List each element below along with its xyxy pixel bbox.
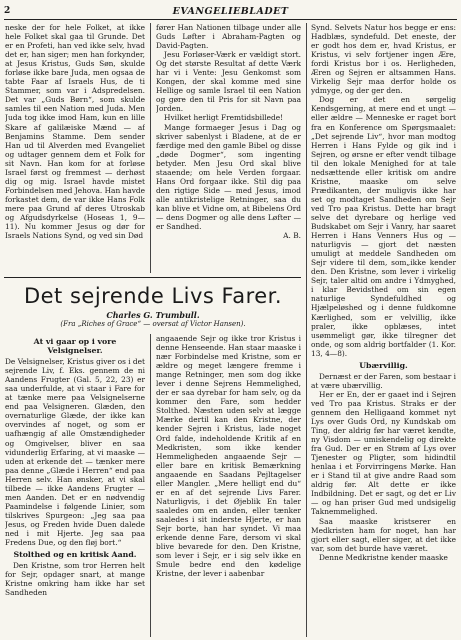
bottom-column-1 bbox=[5, 334, 145, 637]
column-divider bbox=[306, 23, 307, 637]
paragraph: Den Kristne, som tror Herren helt for Sejr, opdager snart, at mange Kristne omkring ham ikke har set Sandheden bbox=[5, 561, 145, 598]
subheading: Ubærvillig. bbox=[359, 360, 408, 370]
paragraph: Jesu Forløser-Værk er vældigt stort. Og det største Resultat af dette Værk har vi i Vente: Jesu Genkomst som Kongen, der skal komme med sine Hellige og samle Israel til een Nation og gøre den til Pris for sit Navn paa Jorden. bbox=[156, 50, 301, 114]
article-title: Det sejrende Livs Farer. bbox=[23, 284, 283, 308]
subheading: Stolthed og en kritisk Aand. bbox=[13, 550, 137, 560]
paragraph: Synd. Selvets Natur hos begge er ens: Hadblæs, syndefuld. Det eneste, der er godt hos dem er, hvad Kristus, er Kristus, vi selv fortjener ingen Ære, fordi Kristus bor i os. Herligheden, Æren og Sejren er altsammen Hans. Virkelig Sejr maa derfor holde os ydmyge, og der ger den. bbox=[311, 23, 456, 96]
subheading: At vi gaar op i vore Velsignelser. bbox=[33, 337, 117, 356]
signature: A. B. bbox=[283, 231, 301, 241]
bottom-column-2 bbox=[156, 334, 301, 637]
paragraph: Mange formaeger Jesus i Dag og skriver sabenlyst i Bladene, at de er færdige med den gamle Bibel og disse „døde Dogmer“, som ingenting betyder. Men Jesu Ord skal blive staaende; om hele Verden forgaar. Hans Ord forgaar ikke. Stil dig paa den rigtige Side — med Jesus, imod alle antikristelige Retninger, saa du kan blive et Vidne om, at Bibelens Ord — dens Dogmer og alle dens Løfter — er Sandhed. bbox=[156, 122, 301, 232]
right-column bbox=[311, 23, 456, 637]
paragraph: angaaende Sejr og ikke tror Kristus i denne Henseende. Han staar maaske i nær Forbindelse med Kristne, som er ældre og meget længere fremme i mange Retninger, men som dog ikke lever i denne Sejrens Hemmelighed, der er saa dyrebar for ham selv, og da kommer den Fare, som hedder Stolthed. Næsten uden selv at lægge Mærke dertil kan den Kristne, der kender Sejren i Kristus, lade noget Ord falde, indeholdende Kritik af en Medkristen, som ikke kender Hemmeligheden angaaende Sejr — eller bare en kritisk Bemærkning angaaende en Saadans Pejltagelser eller Mangler. „Mere helligt end du“ er en af det sejrende Livs Farer. Naturligvis, i det Øjeblik En taler saaledes om en anden, eller tænker saaledes i sit inderste Hjerte, er han Sejr borte, han har syndet. Vi maa erkende denne Fare, dersom vi skal blive bevarede for den. Den Kristne, som lever i Sejr, er i sig selv ikke en Smule bedre end den kødelige Kristne, der lever i aabenbar bbox=[156, 334, 301, 579]
paragraph: De Velsignelser, Kristus giver os i det sejrende Liv, f. Eks. gennem de ni Aandens Frugter (Gal. 5, 22, 23) er saa underfulde, at vi staar i Fare for at tænke mere paa Velsignelserne end paa Velsigneren. Glæden, den overnaturlige Glæde, der ikke kan overvindes af noget, og som er uafhængig af alle Omstændigheder og Omgivelser, bliver en saa vidunderlig Erfaring, at vi maaske — uden at erkende det — tænker mere paa denne „Glæde i Herren“ end paa Herren selv. Han ønsker, at vi skal tilbede — ikke Aandens Frugter — men Aanden. Det er en nødvendig Paamindelse i følgende Linier, som tilskrives Spurgeon: „Jeg saa paa Jesus, og Freden hvide Duen dalede ned i mit Hjerte. Jeg saa paa Fredens Due, og den fløj bort.“ bbox=[5, 357, 145, 548]
paragraph: fører Han Nationen tilbage under alle Guds Løfter i Abraham-Pagten og David-Pagten. bbox=[156, 23, 301, 51]
page-number: 2 bbox=[4, 6, 11, 16]
paragraph: Dernæst er der Faren, som bestaar i at være ubærvillig. bbox=[311, 371, 456, 390]
column-divider bbox=[150, 334, 151, 637]
paragraph: Her er En, der er gaaet ind i Sejren ved Tro paa Kristus. Straks er der gennem den Helligaand kommet nyt Lys over Guds Ord, ny Kundskab om Ting, der aldrig før har været kendte, ny Visdom — umiskendelig og direkte fra Gud. Der er en Strøm af Lys over Tjenester og Pligter, som hidindtil henlaa i et Forvirringens Mørke. Han er i Stand til at give andre Raad som aldrig før. Alt dette er ikke Indbildning. Det er sagt, og det er Liv — og han priser Gud med undsigelig Taknemmelighed. bbox=[311, 389, 456, 517]
article-author: Charles G. Trumbull. bbox=[106, 310, 200, 320]
paragraph: Denne Medkristne kender maaske bbox=[319, 552, 448, 562]
paragraph: Dog er det en sørgelig Kendsgerning, at mere end et ungt — eller ældre — Menneske er raget bort fra en Konference om Spørgsmaalet: „Det sejrende Liv“, hvor man modtog Herren i Hans Fylde og gik ind i Sejren, og ørsne er efter vendt tilbage til den lokale Menighed for at tale nedsættende eller kritisk om andre Kristne, maaske om selve Prædikanten, der muligvis ikke har set og modtaget Sandheden om Sejr ved Tro paa Kristus. Dette har bragt selve det dyrebare og herlige ved Budskabet om Sejr i Vanry, har saaret Herren i Hans Venners Hus og — naturligvis — gjort det næsten umuligt at meddele Sandheden om Sejr videre til dem, som„ikke kender den. Den Kristne, som lever i virkelig Sejr, taler altid om andre i Ydmyghed, i klar Bevidsthed om sin egen naturlige Syndefuldhed og Hjælpeløshed og i denne fuldkomne Kærlighed, som er velvillig, ikke praler, ikke opblæses, intet usømmeligt gør, ikke tilregner det onde, og som aldrig bortfalder (1. Kor. 13, 4—8). bbox=[311, 95, 456, 358]
paragraph: neske der for hele Folket, at ikke hele Folket skal gaa til Grunde. Det er en Profeti, han ved ikke selv, hvad det er, han siger; men han forkynder, at Jesus Kristus, Guds Søn, skulde forløse ikke bare Juda, men ogsaa de tabte Faar af Israels Hus, de ti Stammer, som var i Adspredelsen. Det var „Guds Børn“, som skulde samles til een Nation med Juda. Men Juda tog ikke imod Ham, kun en lille Skare af galilæiske Mænd — af Benjamins Stamme. Dem sender Han ud til Alverden med Evangeliet og udtager gennem dem et Folk for sit Navn. Han kom for at forløse Israel først og fremmest — derhøst dig og mig. Israel havde mistet Forbindelsen med Jehova. Han havde forkastet dem, de var ikke Hans Folk mere paa Grund af deres Utroskab og Afgudsdyrkelse (Hoseas 1, 9—11). Nu kommer Jesus og dør for Israels Nations Synd, og ved sin Død bbox=[5, 23, 145, 241]
paragraph: Hvilket herligt Fremtidsbillede! bbox=[164, 113, 284, 123]
newspaper-title: EVANGELIEBLADET bbox=[172, 6, 289, 17]
paragraph: Saa maaske kristserer en Medkristen ham for noget, han har gjort eller sagt, eller siger, at det ikke var, som det burde have været. bbox=[311, 516, 456, 553]
article-source: (Fra „Riches of Grace“ — oversat af Victor Hansen). bbox=[60, 320, 246, 328]
